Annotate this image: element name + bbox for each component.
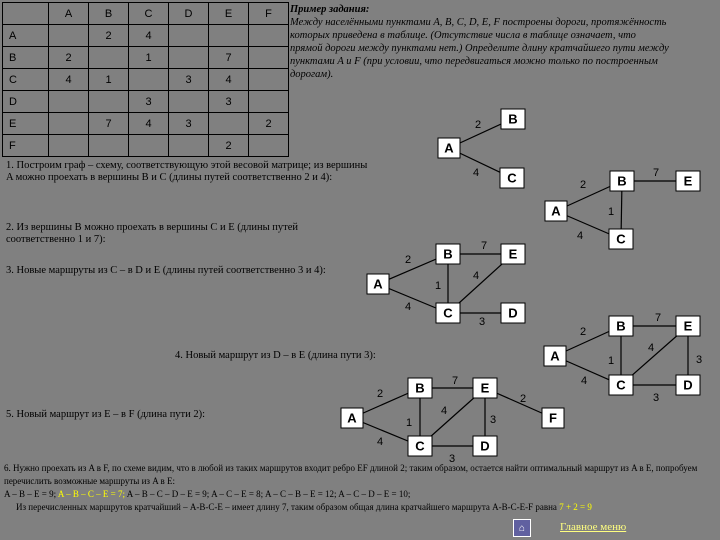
step-3-text: 3. Новые маршруты из C – в D и E (длины путей соответственно 3 и 4): <box>6 265 326 276</box>
step-4-text: 4. Новый маршрут из D – в E (длина пути 3): <box>175 350 376 361</box>
step-2-text: 2. Из вершины B можно проехать в вершины C и E (длины путей соответственно 1 и 7): <box>6 222 298 245</box>
weight-be: 7 <box>451 375 459 387</box>
node-d-label: D <box>508 305 518 321</box>
task-title: Пример задания: <box>290 4 370 15</box>
matrix-row-header: B <box>3 47 49 69</box>
node-b-label: B <box>508 111 518 127</box>
weight-ef: 2 <box>519 393 527 405</box>
node-c-label: C <box>507 170 517 186</box>
weight-de: 3 <box>695 354 703 366</box>
node-b-label: B <box>617 173 627 189</box>
matrix-cell: 4 <box>209 69 249 91</box>
node-c-label: C <box>443 305 453 321</box>
matrix-cell: 4 <box>129 113 169 135</box>
node-c-label: C <box>616 231 626 247</box>
route-list <box>4 488 716 501</box>
matrix-row-header: E <box>3 113 49 135</box>
weight-cd: 3 <box>448 453 456 465</box>
final-answer-text: Из перечисленных маршрутов кратчайший – A-B-C-E – имеет длину 7, таким образом общая длина кратчайшего маршрута A-B-C-E-F равна <box>16 502 557 512</box>
route-item-shortest: A – B – C – E = 7; <box>57 489 125 499</box>
matrix-cell: 3 <box>169 69 209 91</box>
route-item: A – B – C – D – E = 9; <box>126 489 210 499</box>
weight-ce: 4 <box>472 270 480 282</box>
weight-cd: 3 <box>478 316 486 328</box>
matrix-cell: 4 <box>129 25 169 47</box>
graph-4 <box>544 312 702 404</box>
weight-be: 7 <box>652 167 660 179</box>
node-d-label: D <box>480 438 490 454</box>
matrix-col-header: C <box>129 3 169 25</box>
weight-ab: 2 <box>579 179 587 191</box>
main-menu-link[interactable]: Главное меню <box>560 521 627 533</box>
node-c-label: C <box>415 438 425 454</box>
route-item: A – B – E = 9; <box>4 489 57 499</box>
node-a-label: A <box>550 348 560 364</box>
weight-bc: 1 <box>607 206 615 218</box>
weight-ce: 4 <box>440 405 448 417</box>
final-answer <box>4 501 716 514</box>
matrix-row-header: F <box>3 135 49 157</box>
matrix-row-header: C <box>3 69 49 91</box>
weight-ab: 2 <box>579 326 587 338</box>
node-a-label: A <box>551 203 561 219</box>
weight-bc: 1 <box>434 280 442 292</box>
node-e-label: E <box>683 318 693 334</box>
weight-be: 7 <box>654 312 662 324</box>
weight-cd: 3 <box>652 392 660 404</box>
matrix-cell: 2 <box>89 25 129 47</box>
node-e-label: E <box>508 246 518 262</box>
matrix-row-header: A <box>3 25 49 47</box>
conclusion-step-6: 6. Нужно проехать из A в F, по схеме видим, что в любой из таких маршрутов входит ребро EF длиной 2; таким образом, остается найти оптимальный маршрут из A в E, попробуем перечислить возможные маршруты из A в E: <box>4 463 698 486</box>
matrix-cell: 3 <box>209 91 249 113</box>
matrix-col-header: A <box>49 3 89 25</box>
final-answer-value: 7 + 2 = 9 <box>559 502 592 512</box>
node-b-label: B <box>415 380 425 396</box>
matrix-cell: 7 <box>209 47 249 69</box>
weight-bc: 1 <box>607 355 615 367</box>
matrix-row-header: D <box>3 91 49 113</box>
matrix-col-header: E <box>209 3 249 25</box>
matrix-cell: 4 <box>49 69 89 91</box>
node-f-label: F <box>549 410 557 426</box>
matrix-col-header: F <box>249 3 289 25</box>
route-item: A – C – E = 8; <box>211 489 264 499</box>
route-item: A – C – D – E = 10; <box>338 489 411 499</box>
step-5-text: 5. Новый маршрут из E – в F (длина пути 2): <box>6 409 206 420</box>
node-e-label: E <box>683 173 693 189</box>
matrix-col-header: D <box>169 3 209 25</box>
matrix-cell: 1 <box>89 69 129 91</box>
matrix-col-header: B <box>89 3 129 25</box>
node-a-label: A <box>444 140 454 156</box>
task-text: Между населёнными пунктами A, B, C, D, E, F построены дороги, протяжённость которых приведена в таблице. (Отсутствие числа в таблице означает, что прямой дороги между пунктами нет.) Определите длину кратчайшего пути между пунктами A и F (при условии, что передвигаться можно только по построенным дорогам). <box>290 17 669 80</box>
graph-3 <box>367 240 525 328</box>
weight-ce: 4 <box>647 342 655 354</box>
matrix-cell: 2 <box>249 113 289 135</box>
node-a-label: A <box>373 276 383 292</box>
matrix-cell: 1 <box>129 47 169 69</box>
matrix-cell: 3 <box>169 113 209 135</box>
weight-ab: 2 <box>376 388 384 400</box>
node-b-label: B <box>616 318 626 334</box>
weight-ac: 4 <box>376 436 384 448</box>
node-e-label: E <box>480 380 490 396</box>
graph-1 <box>438 109 525 188</box>
graph-2 <box>545 167 700 249</box>
matrix-cell: 2 <box>209 135 249 157</box>
weight-ab: 2 <box>474 119 482 131</box>
weight-bc: 1 <box>405 417 413 429</box>
weight-ac: 4 <box>472 167 480 179</box>
matrix-cell: 3 <box>129 91 169 113</box>
node-c-label: C <box>616 377 626 393</box>
menu-home-icon[interactable]: ⌂ <box>513 519 531 537</box>
node-b-label: B <box>443 246 453 262</box>
node-a-label: A <box>347 410 357 426</box>
weight-de: 3 <box>489 414 497 426</box>
route-item: A – C – B – E = 12; <box>264 489 337 499</box>
weight-ac: 4 <box>576 230 584 242</box>
graph-5 <box>341 375 564 465</box>
node-d-label: D <box>683 377 693 393</box>
weight-be: 7 <box>480 240 488 252</box>
conclusion <box>4 462 716 514</box>
step-1-text: 1. Построим граф – схему, соответствующую этой весовой матрице; из вершины A можно проехать в вершины B и C (длины путей соответственно 2 и 4): <box>6 160 368 183</box>
weight-ac: 4 <box>580 375 588 387</box>
weight-ab: 2 <box>404 254 412 266</box>
weight-ac: 4 <box>404 301 412 313</box>
matrix-cell: 7 <box>89 113 129 135</box>
matrix-cell: 2 <box>49 47 89 69</box>
